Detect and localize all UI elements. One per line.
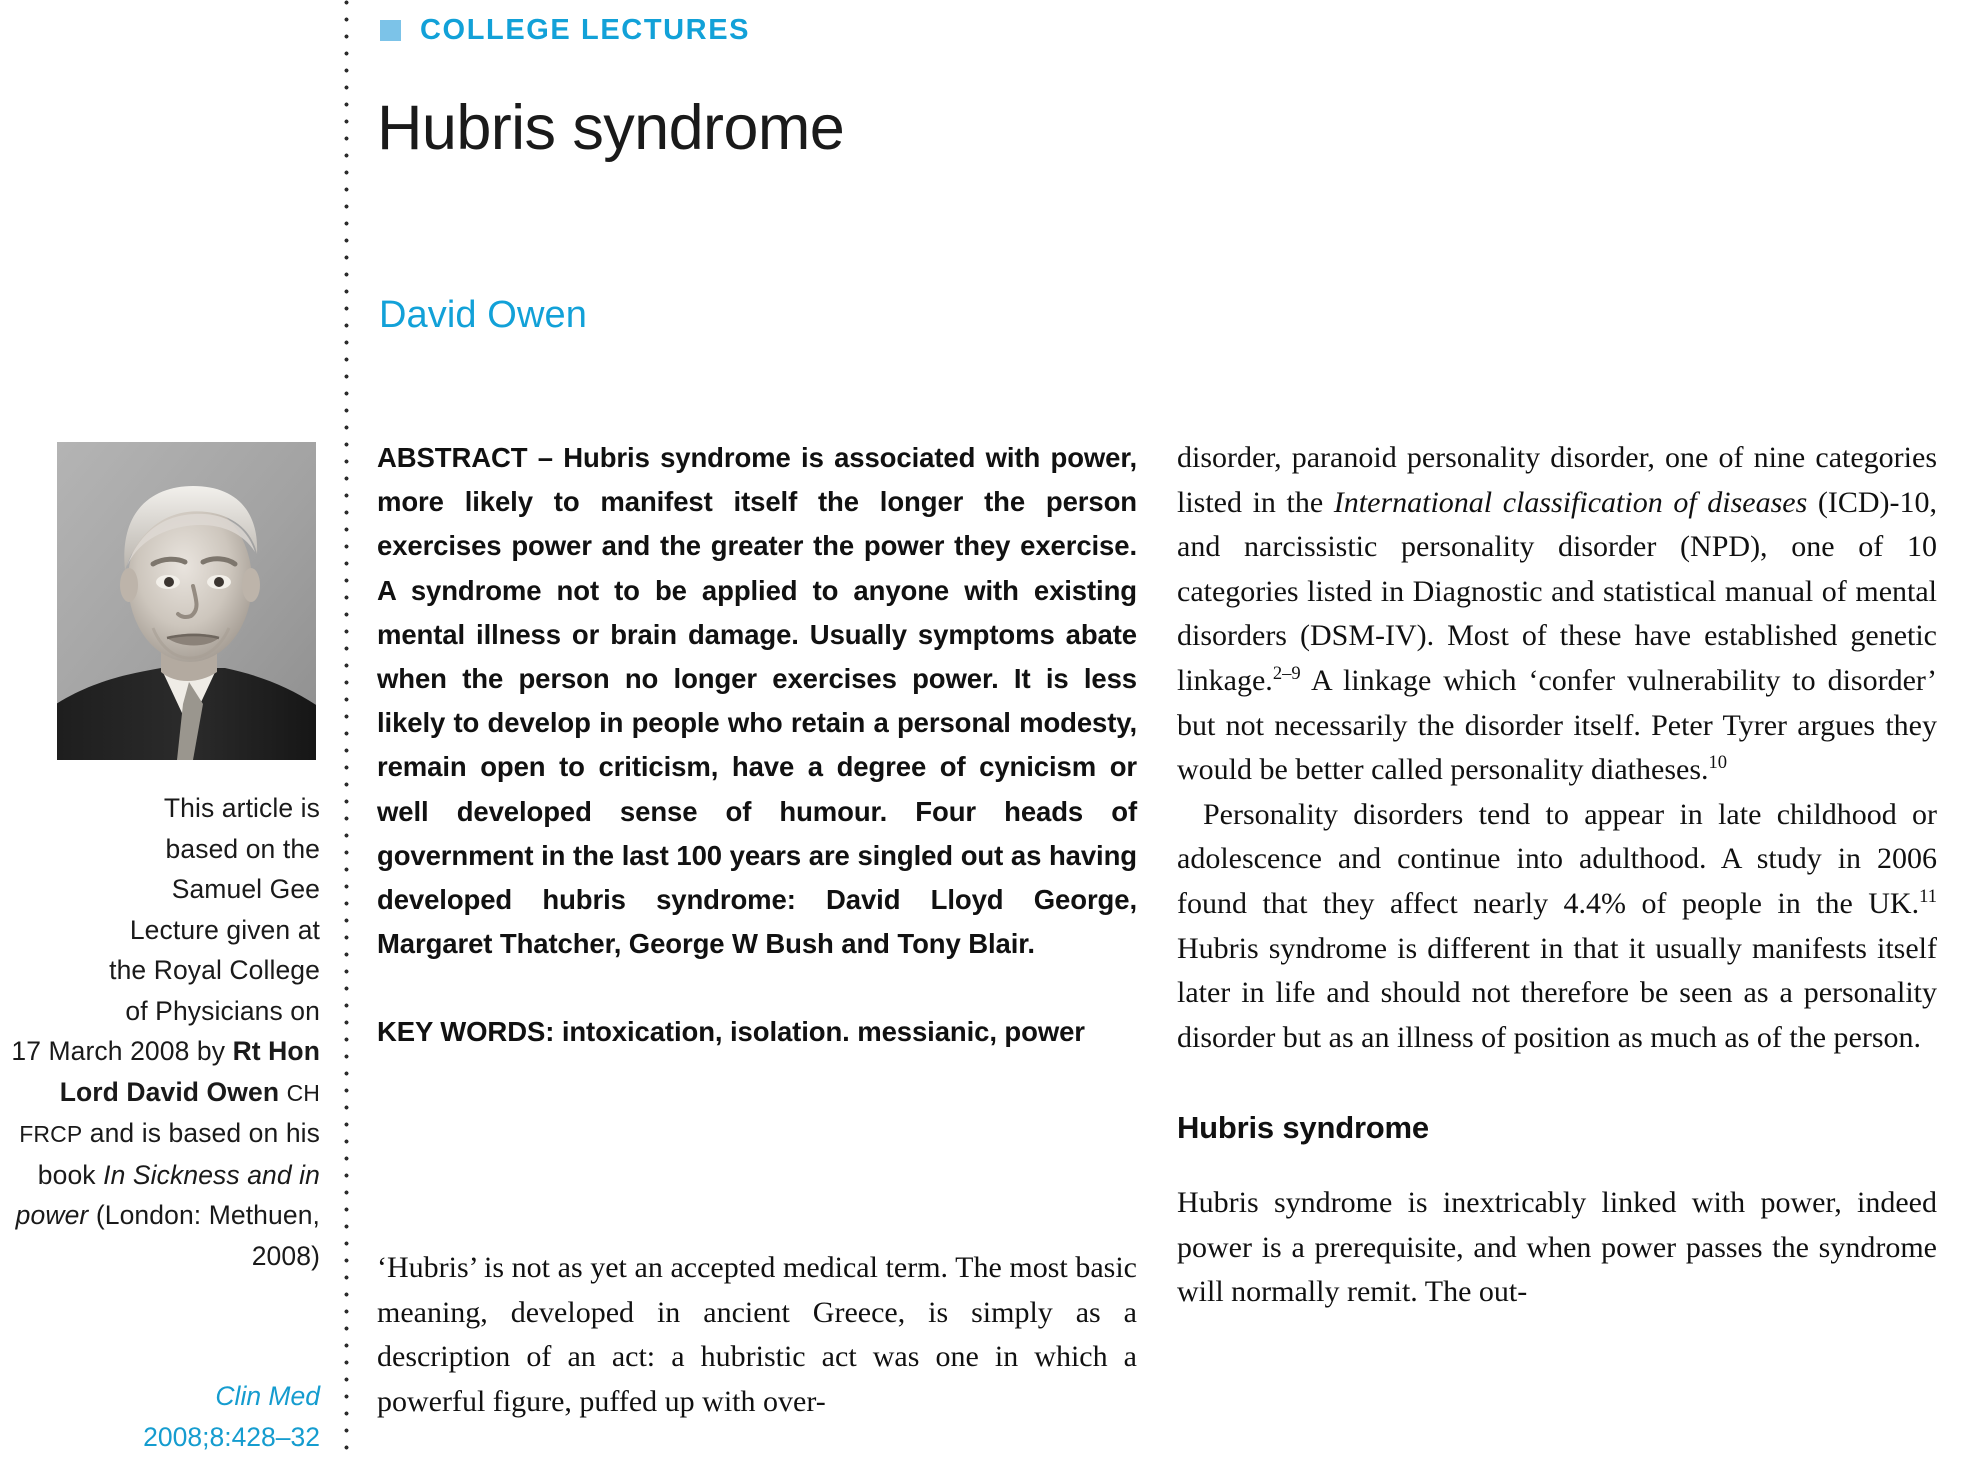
- caption-line-7: 17 March 2008 by: [11, 1036, 226, 1066]
- abstract-label: ABSTRACT –: [377, 442, 553, 473]
- left-paragraph-1: ‘Hubris’ is not as yet an accepted medical term. The most basic meaning, developed in ancient Greece, is simply as a description of an act: a hubristic act was one in which a powerful figure, puffed up with over-: [377, 1251, 1137, 1418]
- citation-journal-name: Clin Med: [215, 1381, 320, 1411]
- right-column: [1177, 436, 1937, 1315]
- caption-book-title: In Sickness and in power: [15, 1159, 320, 1230]
- rp1-text-a: disorder, paranoid personality disorder, one of nine categories listed in the: [1177, 441, 1937, 519]
- page-title: Hubris syndrome: [377, 93, 845, 163]
- rp2-text-a: Personality disorders tend to appear in late childhood or adolescence and continue into adulthood. A study in 2006 found that they affect nearly 4.4% of people in the UK.: [1177, 797, 1937, 920]
- right-paragraph-3: Hubris syndrome is inextricably linked with power, indeed power is a prerequisite, and when power passes the syndrome will normally remit. The out-: [1177, 1185, 1937, 1309]
- square-bullet-icon: [380, 20, 401, 41]
- left-column-body: [377, 1246, 1137, 1424]
- caption-line-1: This article is: [163, 793, 320, 823]
- right-paragraph-2: [1177, 793, 1937, 1061]
- right-column-body: [1177, 436, 1937, 1315]
- rp1-italic-title: International classification of diseases: [1333, 485, 1808, 519]
- rp1-reference-2: 10: [1708, 752, 1728, 774]
- caption-publisher: (London: Methuen, 2008): [95, 1200, 320, 1271]
- citation-volume-pages: 2008;8:428–32: [143, 1421, 320, 1452]
- caption-line-8: is based on his: [141, 1118, 320, 1148]
- section-label: [380, 14, 750, 47]
- left-column: [377, 436, 1137, 1055]
- caption-line-5: the Royal College: [109, 955, 320, 985]
- caption-author-name: Rt Hon Lord David Owen: [59, 1036, 320, 1107]
- caption-line-2: based on the: [165, 833, 320, 864]
- caption-conjunction: and: [89, 1118, 135, 1148]
- caption-line-3: Samuel Gee: [171, 874, 320, 904]
- abstract-text: Hubris syndrome is associated with power, more likely to manifest itself the longer the person exercises power and the greater the power they exercise. A syndrome not to be applied to anyone with existing mental illness or brain damage. Usually symptoms abate when the person no longer exercises power. It is less likely to develop in people who retain a personal modesty, remain open to criticism, have a degree of cynicism or well developed sense of humour. Four heads of government in the last 100 years are singled out as having developed hubris syndrome: David Lloyd George, Margaret Thatcher, George W Bush and Tony Blair.: [377, 442, 1137, 960]
- left-sidebar: [0, 0, 345, 1458]
- sidebar-caption: [0, 788, 320, 1276]
- caption-line-4: Lecture given at: [129, 914, 320, 945]
- rp1-text-b: (ICD)-10, and narcissistic personality disorder (NPD), one of 10 categories listed in Diagnostic and statistical manual of mental disorders (DSM-IV). Most of these have established genetic linkage.: [1177, 485, 1937, 697]
- rp2-reference-1: 11: [1919, 885, 1937, 907]
- rp1-text-c: A linkage which ‘confer vulnerability to disorder’ but not necessarily the disorder itself. Peter Tyrer argues they would be better called personality diatheses.: [1177, 663, 1937, 787]
- rp1-reference-1: 2–9: [1272, 662, 1301, 684]
- section-label-text: COLLEGE LECTURES: [420, 14, 751, 46]
- caption-line-6: of Physicians on: [125, 995, 320, 1026]
- abstract-block: [377, 436, 1137, 966]
- keywords-text: intoxication, isolation. messianic, power: [561, 1016, 1085, 1048]
- vertical-dotted-divider: [344, 0, 349, 1458]
- section-heading-hubris-syndrome: Hubris syndrome: [1177, 1110, 1429, 1146]
- caption-postnominals: CH FRCP: [19, 1079, 320, 1147]
- caption-book-prefix: book: [37, 1159, 96, 1190]
- keywords-label: KEY WORDS:: [377, 1016, 555, 1048]
- keywords-block: [377, 1010, 1137, 1054]
- rp2-text-b: Hubris syndrome is different in that it usually manifests itself later in life and should not therefore be seen as a personality disorder but as an illness of position as much as of the person.: [1177, 931, 1937, 1054]
- article-author: David Owen: [379, 294, 587, 336]
- portrait-photo: [57, 442, 316, 760]
- journal-citation: [0, 1376, 320, 1457]
- right-paragraph-1: [1177, 436, 1937, 793]
